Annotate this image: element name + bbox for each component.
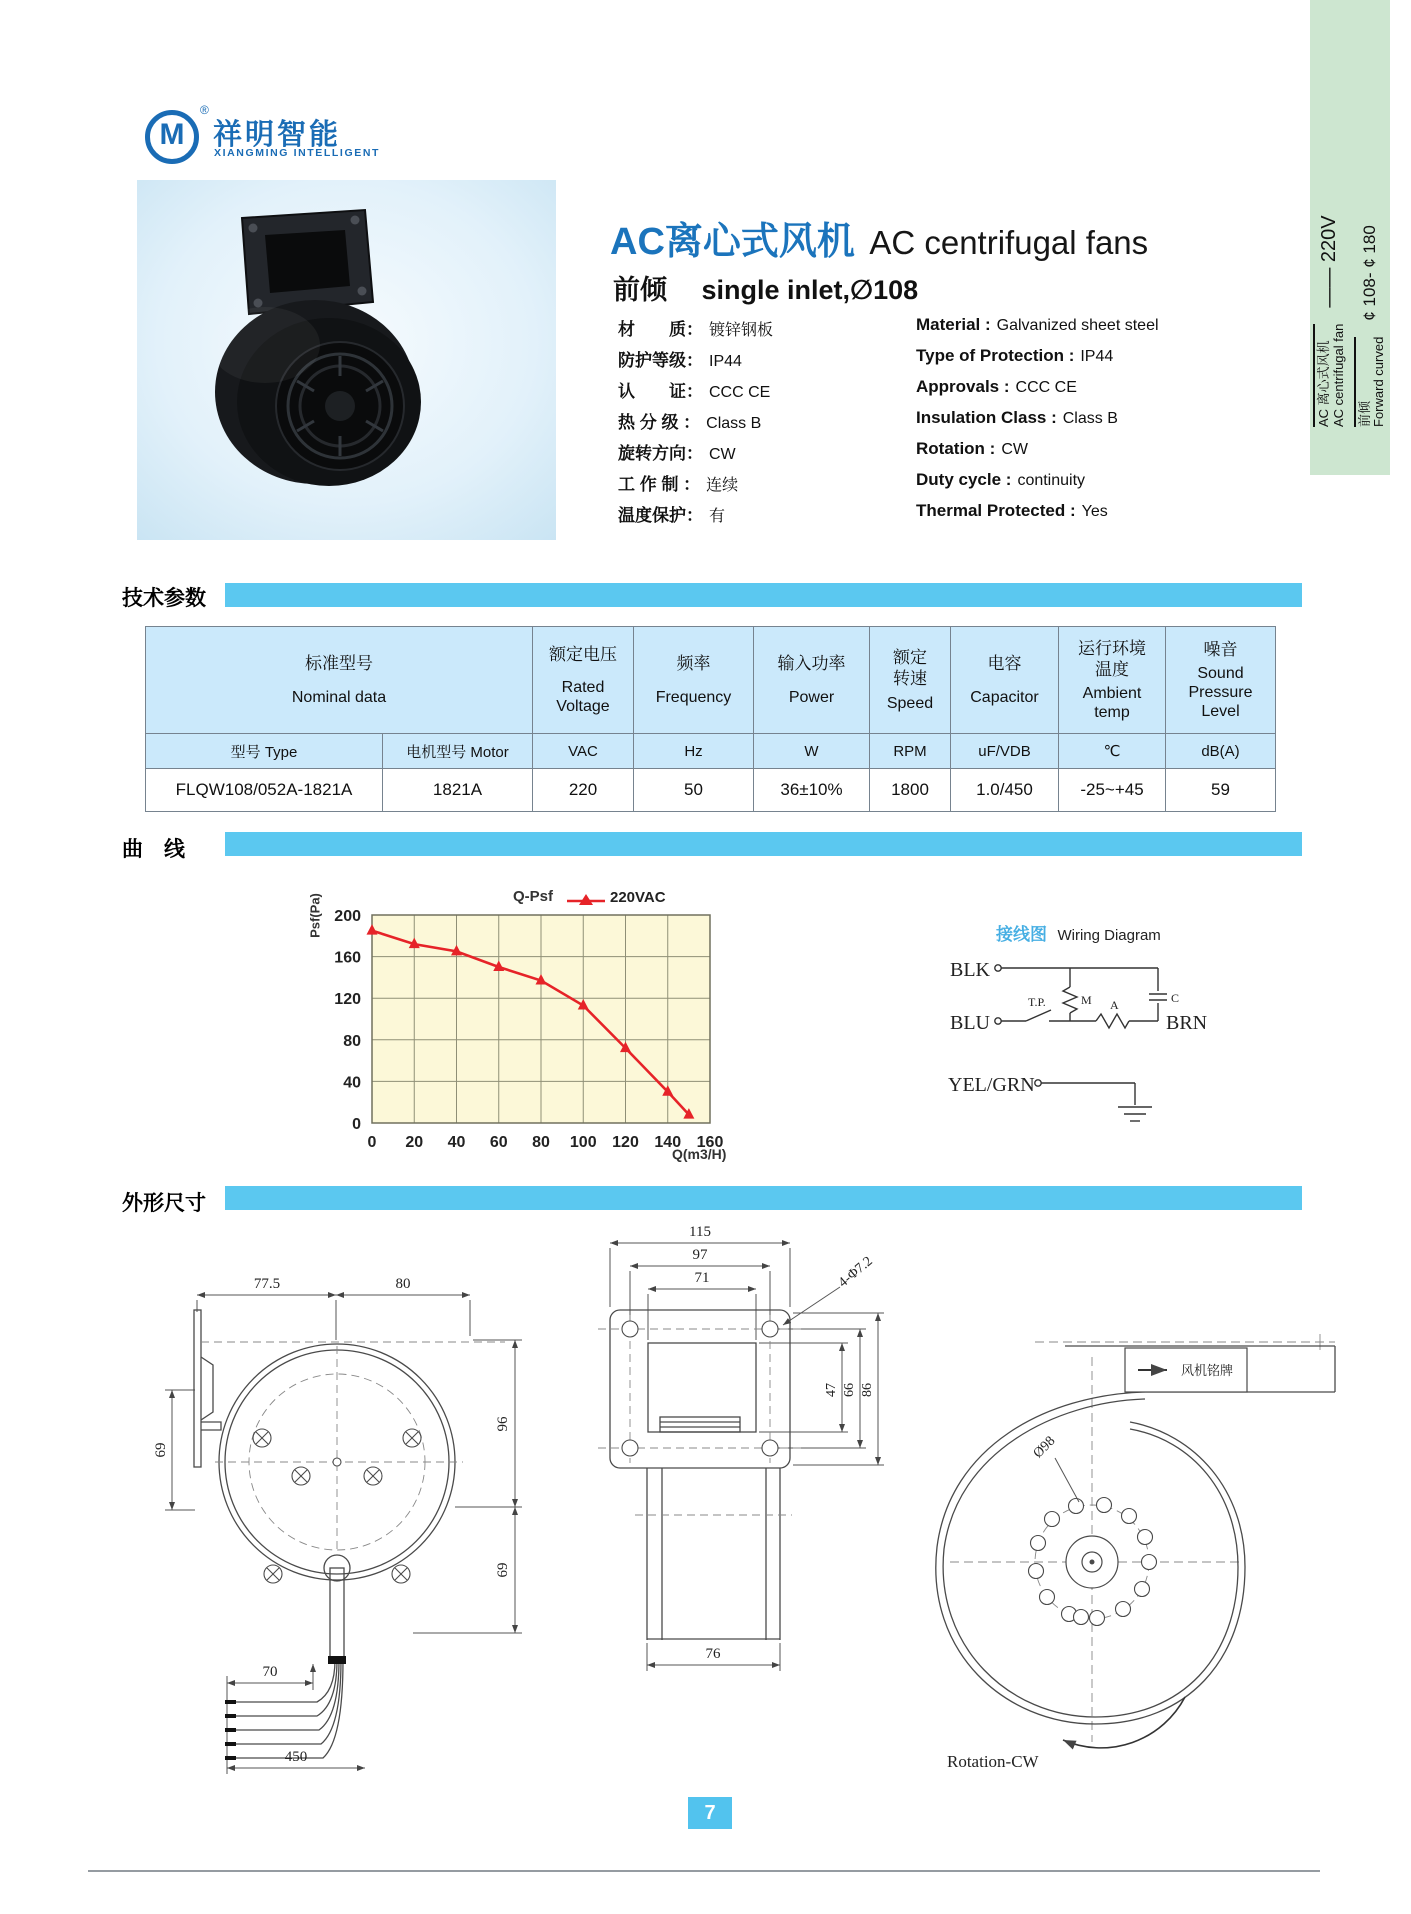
spec-label: Duty cycle : [916,470,1012,489]
page-number: 7 [688,1797,732,1829]
svg-text:200: 200 [334,908,361,925]
spec-value: 镀锌钢板 [709,322,774,339]
fan-image [137,180,556,540]
unit-dba: dB(A) [1166,734,1276,769]
drawing-top-view [540,1225,890,1690]
dim-70: 70 [262,1664,278,1680]
spec-label: 温度保护： [618,506,703,525]
page-title [610,210,1148,265]
spec-duty-cn [618,470,738,495]
dim-76: 76 [705,1646,721,1662]
wire-label-a: A [1110,998,1119,1012]
spec-material-cn [618,315,773,340]
spec-value: 有 [709,508,726,525]
unit-hz: Hz [634,734,754,769]
dim-diameter: Ø98 [1030,1433,1059,1462]
section-bar-dims [225,1186,1302,1210]
spec-label: Insulation Class : [916,408,1057,427]
dim-77-5: 77.5 [253,1276,281,1292]
spec-label: 工 作 制 ： [618,475,701,494]
chart-title: Q-Psf [513,888,554,905]
spec-thermal-cn [618,501,725,526]
dim-69-right: 69 [495,1562,511,1578]
spec-approvals-en [916,377,1077,397]
col-noise-cn: 噪音 [1203,639,1238,659]
dim-69-left: 69 [153,1442,169,1458]
section-title-tech: 技术参数 [122,587,206,610]
spec-value: Class B [706,415,762,432]
wire-label-blk: BLK [950,959,990,981]
dim-86: 86 [860,1383,875,1397]
col-nominal-cn: 标准型号 [305,654,373,674]
chart-y-axis-label: Psf(Pa) [307,893,323,938]
svg-text:40: 40 [343,1074,361,1092]
spec-insulation-en [916,408,1118,428]
wiring-diagram [930,952,1220,1142]
sidebar-series-en: AC centrifugal fan [1330,323,1346,427]
col-capacitor-cn: 电容 [987,654,1022,674]
svg-text:160: 160 [334,949,361,967]
spec-label: Approvals : [916,377,1010,396]
spec-value: CCC CE [1015,379,1077,396]
col-ambient-en: Ambient temp [1082,685,1142,722]
wire-label-blu: BLU [950,1012,990,1034]
sidebar-type-cn: 前倾 [1356,400,1372,427]
col-power-cn: 输入功率 [777,654,846,674]
wire-label-m: M [1081,993,1092,1007]
svg-text:120: 120 [612,1134,639,1151]
chart-legend-label: 220VAC [610,889,666,906]
parameters-table [145,626,1276,812]
drawing-front-view [125,1272,535,1784]
spec-protection-en [916,346,1113,366]
svg-text:100: 100 [569,1134,597,1151]
spec-approvals-cn [618,377,770,402]
section-bar-curve [225,832,1302,856]
spec-value: CW [1001,441,1028,458]
section-title-dims: 外形尺寸 [122,1192,206,1215]
spec-rotation-cn [618,439,736,464]
spec-value: Class B [1062,410,1118,427]
spec-label: 热 分 级 ： [618,413,701,432]
col-capacitor-en: Capacitor [970,688,1039,706]
dim-96: 96 [495,1416,511,1432]
spec-label: 认 证： [618,382,703,401]
rotation-label: Rotation-CW [947,1752,1039,1771]
spec-duty-en [916,470,1085,490]
sidebar-type-en: Forward curved [1371,336,1387,427]
dim-80: 80 [395,1276,411,1292]
dim-66: 66 [842,1383,857,1397]
svg-text:0: 0 [367,1134,377,1151]
spec-label: Type of Protection : [916,346,1075,365]
spec-value: CW [709,446,736,463]
sidebar-size-range: ¢ 108- ¢ 180 [1360,225,1380,321]
logo-m-icon: M [159,118,185,151]
unit-celsius: ℃ [1059,734,1166,769]
svg-text:80: 80 [343,1032,361,1050]
unit-type: 型号 Type [146,734,383,769]
dim-71: 71 [694,1270,710,1286]
performance-chart [296,878,736,1168]
logo-name-en: XIANGMING INTELLIGENT [214,147,381,159]
wire-label-tp: T.P. [1028,995,1046,1009]
dim-97: 97 [692,1247,708,1263]
spec-value: CCC CE [709,384,771,401]
value-rpm: 1800 [870,769,951,812]
subtitle-cn: 前倾 [613,275,667,305]
value-dba: 59 [1166,769,1276,812]
title-cn: AC离心式风机 [610,221,855,263]
logo-name-cn: 祥明智能 [213,119,342,151]
svg-text:40: 40 [447,1134,466,1151]
sidebar-type-row [1354,0,1388,427]
wire-label-c: C [1171,991,1180,1005]
sidebar-series-row [1313,0,1347,427]
value-vac: 220 [533,769,634,812]
spec-material-en [916,315,1159,335]
col-power-en: Power [788,688,835,706]
title-en: AC centrifugal fans [869,224,1149,261]
col-noise-en: Sound Pressure Level [1188,664,1253,721]
footer-divider [88,1870,1320,1872]
wiring-title-en: Wiring Diagram [1057,927,1161,944]
dim-holes: 4-Φ7.2 [835,1253,876,1291]
value-temp: -25~+45 [1059,769,1166,812]
col-frequency-cn: 频率 [676,654,711,674]
spec-label: 材 质： [618,320,703,339]
svg-text:120: 120 [334,991,361,1009]
unit-rpm: RPM [870,734,951,769]
wiring-title [996,920,1161,945]
dim-115: 115 [689,1225,711,1240]
category-sidebar [1310,0,1390,475]
spec-value: Galvanized sheet steel [996,317,1159,334]
col-frequency-en: Frequency [655,688,732,706]
value-motor: 1821A [383,769,533,812]
drawing-side-view [895,1262,1365,1787]
table-data-row [146,769,1276,812]
spec-value: IP44 [709,353,742,370]
value-w: 36±10% [754,769,870,812]
unit-vac: VAC [533,734,634,769]
svg-text:140: 140 [654,1134,682,1151]
value-uf: 1.0/450 [951,769,1059,812]
spec-value: Yes [1081,503,1108,520]
value-type: FLQW108/052A-1821A [146,769,383,812]
col-ambient-cn: 运行环境温度 [1078,638,1146,679]
unit-w: W [754,734,870,769]
spec-rotation-en [916,439,1028,459]
unit-uf: uF/VDB [951,734,1059,769]
section-title-curve: 曲 线 [122,838,185,861]
spec-protection-cn [618,346,742,371]
col-nominal-en: Nominal data [291,688,387,706]
page-subtitle [613,268,918,307]
table-header-row-1 [146,627,1276,734]
svg-text:160: 160 [696,1134,724,1151]
unit-motor: 电机型号 Motor [383,734,533,769]
spec-value: IP44 [1080,348,1114,365]
dim-450: 450 [284,1749,308,1765]
product-photo [137,180,556,540]
value-hz: 50 [634,769,754,812]
logo-registered-mark: ® [200,103,209,117]
sidebar-series-cn: AC 离心式风机 [1315,340,1331,427]
spec-label: Thermal Protected : [916,501,1076,520]
svg-text:80: 80 [532,1134,550,1151]
wiring-title-cn: 接线图 [996,925,1047,944]
section-bar-tech [225,583,1302,607]
chart-x-axis-label: Q(m3/H) [672,1146,727,1162]
spec-label: 旋转方向： [618,444,703,463]
sidebar-voltage: —— 220V [1318,215,1341,308]
subtitle-en: single inlet,∅108 [701,275,919,305]
spec-value: continuity [1017,472,1086,489]
spec-label: Material : [916,315,991,334]
spec-label: Rotation : [916,439,996,458]
svg-text:0: 0 [352,1116,361,1133]
spec-label: 防护等级： [618,351,703,370]
table-header-row-2 [146,734,1276,769]
svg-text:60: 60 [489,1134,508,1151]
col-speed-en: Speed [886,694,934,712]
dim-47: 47 [824,1383,839,1397]
spec-insulation-cn [618,408,761,433]
nameplate-label: 风机铭牌 [1180,1363,1234,1378]
col-speed-cn: 额定转速 [893,648,927,689]
wire-label-yelgrn: YEL/GRN [948,1074,1035,1096]
spec-thermal-en [916,501,1108,521]
col-voltage-cn: 额定电压 [549,644,617,664]
spec-value: 连续 [706,477,739,494]
wire-label-brn: BRN [1166,1012,1208,1034]
col-voltage-en: Rated Voltage [556,678,610,716]
svg-text:20: 20 [405,1134,424,1151]
